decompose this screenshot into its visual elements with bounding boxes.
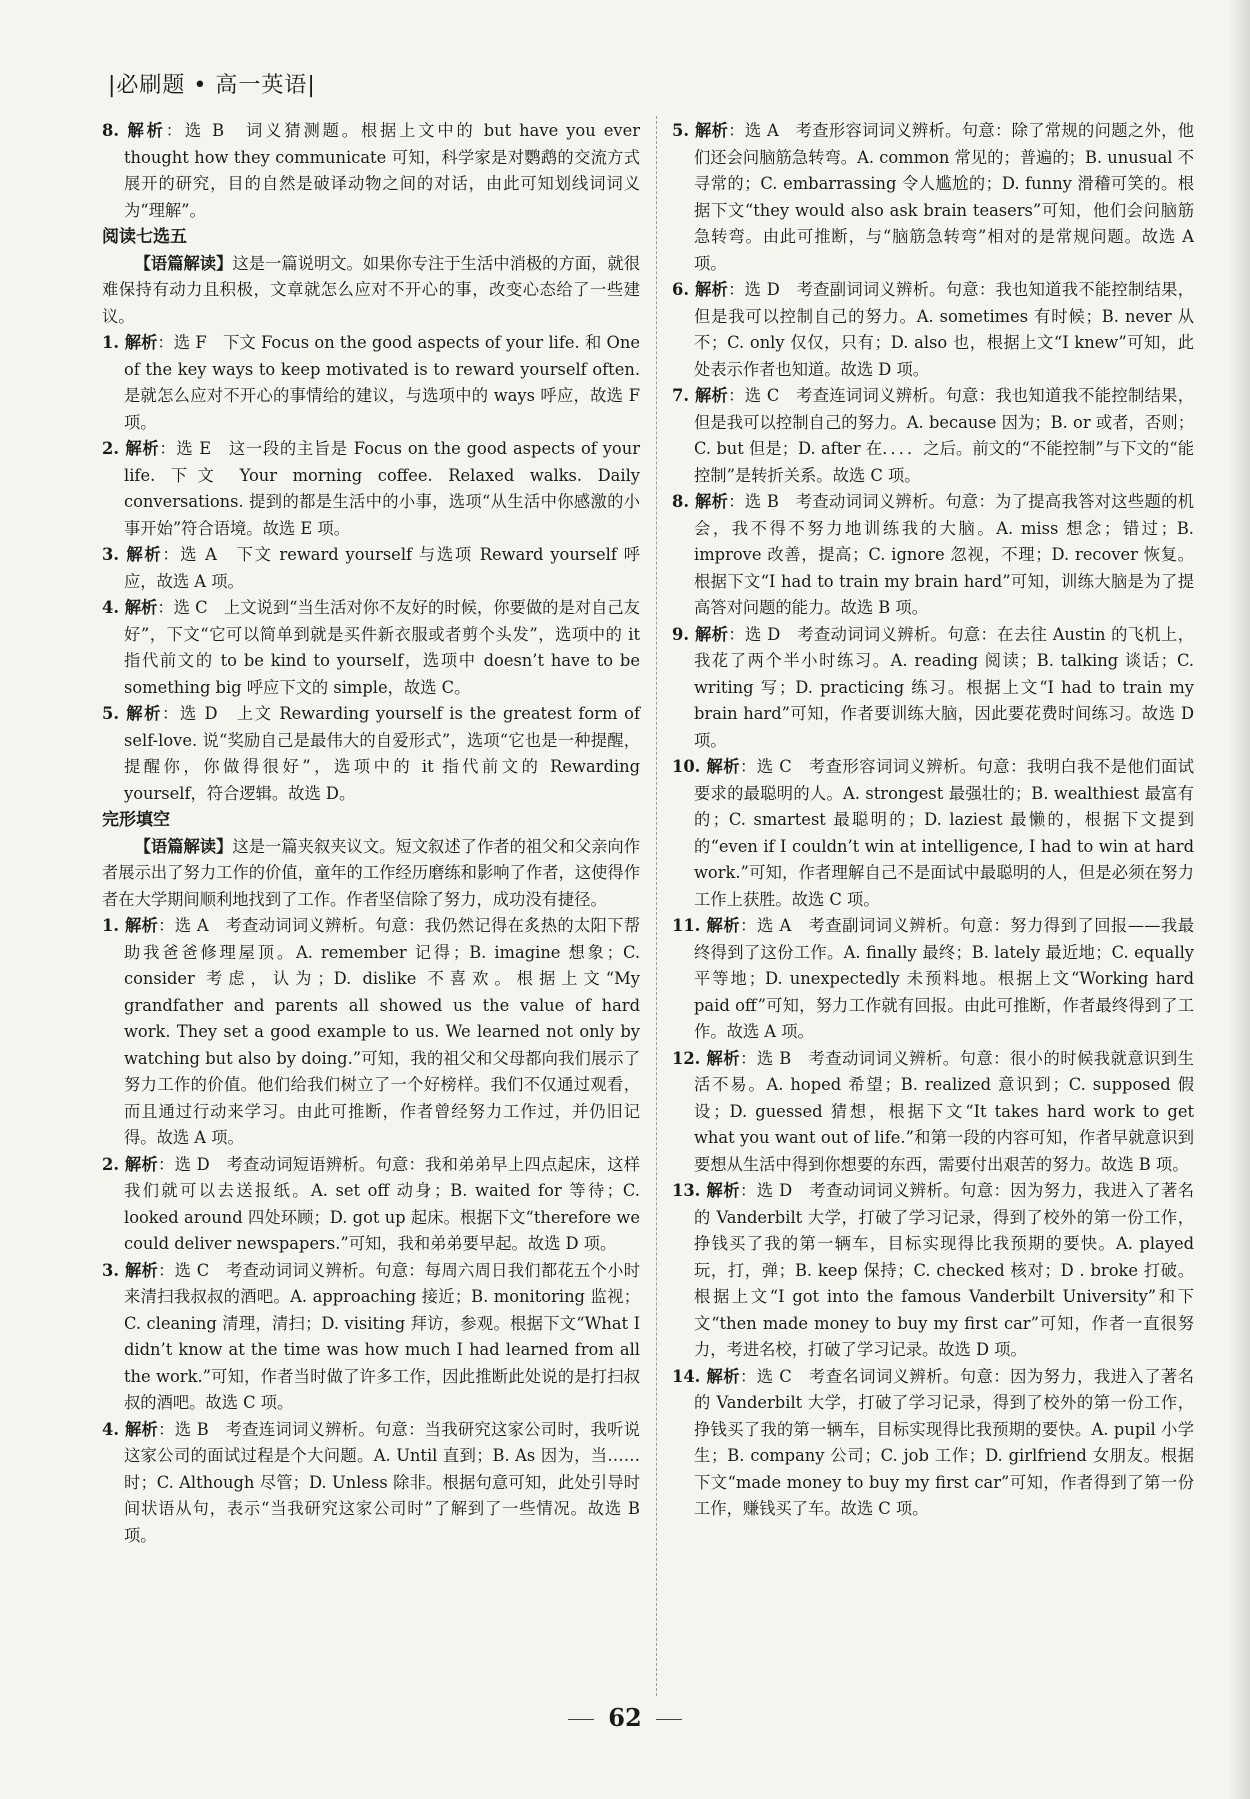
section-heading-reading: 阅读七选五 — [102, 227, 187, 247]
answer-label: 5. 解析 — [102, 704, 162, 723]
answer-text: ：选 C 考查名词词义辨析。句意：因为努力，我进入了著名的 Vanderbilt 大学，打破了学习记录，得到了校外的第一份工作，挣钱买了我的第一辆车，目标实现得比我预期的要快。A. pupil 小学生；B. company 公司；C. job 工作；D. girlfriend 女朋友。根据下文“made money to buy my first car”可知，作者得到了第一份工作，赚钱买了车。故选 C 项。 — [694, 1366, 1194, 1518]
column-divider — [656, 116, 657, 1696]
answer-item — [672, 277, 1194, 383]
answer-text: ：选 B 考查连词词义辨析。句意：当我研究这家公司时，我听说这家公司的面试过程是个大问题。A. Until 直到；B. As 因为，当……时；C. Although 尽管；D. Unless 除非。根据句意可知，此处引导时间状语从句，表示“当我研究这家公司时”了解到了一些情况。故选 B 项。 — [124, 1419, 640, 1545]
answer-item — [102, 118, 640, 224]
summary-text: 这是一篇夹叙夹议文。短文叙述了作者的祖父和父亲向作者展示出了努力工作的价值，童年的工作经历磨练和影响了作者，这使得作者在大学期间顺利地找到了工作。作者坚信除了努力，成功没有捷径。 — [102, 836, 640, 909]
right-column — [672, 118, 1194, 1523]
answer-label: 2. 解析 — [102, 439, 160, 458]
answer-text: ：选 D 上文 Rewarding yourself is the greatest form of self-love. 说“奖励自己是最伟大的自爱形式”，选项“它也是一种提醒，提醒你，你做得很好”，选项中的 it 指代前文的 Rewarding yourself，符合逻辑。故选 D。 — [124, 704, 640, 803]
left-top-items — [102, 118, 640, 224]
summary-tag: 【语篇解读】 — [134, 253, 233, 273]
answer-text: ：选 A 考查形容词词义辨析。句意：除了常规的问题之外，他们还会问脑筋急转弯。A. common 常见的；普遍的；B. unusual 不寻常的；C. embarrassing 令人尴尬的；D. funny 滑稽可笑的。根据下文“they would also ask brain teasers”可知，他们会问脑筋急转弯。由此可推断，与“脑筋急转弯”相对的是常规问题。故选 A 项。 — [694, 121, 1194, 273]
answer-text: ：选 A 下文 reward yourself 与选项 Reward yourself 呼应，故选 A 项。 — [124, 545, 640, 591]
page-footer — [0, 1703, 1250, 1732]
answer-text: ：选 F 下文 Focus on the good aspects of your life. 和 One of the key ways to keep motivated is to reward yourself often. 是就怎么应对不开心的事情给的建议，与选项中的 ways 呼应，故选 F 项。 — [124, 333, 640, 432]
answer-item — [102, 595, 640, 701]
cloze-answers-right — [672, 118, 1194, 1523]
cloze-answers-left — [102, 913, 640, 1549]
answer-text: ：选 C 考查连词词义辨析。句意：我也知道我不能控制结果，但是我可以控制自己的努力。A. because 因为；B. or 或者，否则；C. but 但是；D. after 在．．．．之后。前文的“不能控制”与下文的“能控制”是转折关系。故选 C 项。 — [694, 386, 1194, 485]
answer-label: 5. 解析 — [672, 121, 729, 140]
summary-tag: 【语篇解读】 — [134, 836, 233, 856]
answer-item — [102, 1258, 640, 1417]
answer-label: 8. 解析 — [672, 492, 729, 511]
answer-text: ：选 A 考查副词词义辨析。句意：努力得到了回报——我最终得到了这份工作。A. finally 最终；B. lately 最近地；C. equally 平等地；D. unexpectedly 未预料地。根据上文“Working hard paid off”可知，努力工作就有回报。由此可推断，作者最终得到了工作。故选 A 项。 — [694, 916, 1195, 1041]
answer-item — [102, 1152, 640, 1258]
answer-item — [102, 1417, 640, 1550]
answer-label: 11. 解析 — [672, 916, 741, 935]
answer-item — [672, 383, 1194, 489]
answer-label: 6. 解析 — [672, 280, 729, 299]
answer-label: 1. 解析 — [102, 916, 159, 935]
answer-item — [102, 913, 640, 1152]
answer-item — [102, 436, 640, 542]
answer-label: 7. 解析 — [672, 386, 729, 405]
left-column — [102, 118, 640, 1549]
answer-item — [672, 1046, 1194, 1179]
answer-label: 8. 解析 — [102, 121, 166, 140]
answer-item — [102, 542, 640, 595]
answer-label: 4. 解析 — [102, 598, 158, 617]
answer-item — [672, 1364, 1194, 1523]
answer-text: ：选 C 上文说到“当生活对你不友好的时候，你要做的是对自己友好”，下文“它可以简单到就是买件新衣服或者剪个头发”，选项中的 it 指代前文的 to be kind to yourself，选项中 doesn’t have to be something big 呼应下文的 simple，故选 C。 — [124, 598, 640, 697]
answer-label: 2. 解析 — [102, 1154, 159, 1174]
answer-text: ：选 A 考查动词词义辨析。句意：我仍然记得在炙热的太阳下帮助我爸爸修理屋顶。A. remember 记得；B. imagine 想象；C. consider 考虑，认为；D. dislike 不喜欢。根据上文“My grandfather and parents all showed us the value of hard work. They set a good example to us. We learned not only by watching but also by doing.”可知，我的祖父和父母都向我们展示了努力工作的价值。他们给我们树立了一个好榜样。我们不仅通过观看，而且通过行动来学习。由此可推断，作者曾经努力工作过，并仍旧记得。故选 A 项。 — [124, 916, 641, 1147]
passage-summary-cloze — [102, 834, 640, 914]
answer-label: 12. 解析 — [672, 1048, 741, 1068]
answer-item — [672, 913, 1194, 1046]
footer-dash-right — [656, 1719, 682, 1720]
summary-text: 这是一篇说明文。如果你专注于生活中消极的方面，就很难保持有动力且积极，文章就怎么应对不开心的事，改变心态给了一些建议。 — [102, 253, 640, 326]
answer-text: ：选 D 考查动词词义辨析。句意：在去往 Austin 的飞机上，我花了两个半小时练习。A. reading 阅读；B. talking 谈话；C. writing 写；D. practicing 练习。根据上文“I had to train my brain hard”可知，作者要训练大脑，因此要花费时间练习。故选 D 项。 — [694, 624, 1194, 750]
footer-dash-left — [568, 1719, 594, 1720]
passage-summary-reading — [102, 251, 640, 331]
answer-text: ：选 D 考查动词词义辨析。句意：因为努力，我进入了著名的 Vanderbilt 大学，打破了学习记录，得到了校外的第一份工作，挣钱买了我的第一辆车，目标实现得比我预期的要快。A. played 玩，打，弹；B. keep 保持；C. checked 核对；D . broke 打破。根据上文“I got into the famous Vanderbilt University”和下文“then made money to buy my first car”可知，作者一直很努力，考进名校，打破了学习记录。故选 D 项。 — [694, 1181, 1194, 1359]
answer-item — [672, 754, 1194, 913]
answer-item — [672, 489, 1194, 622]
answer-item — [672, 118, 1194, 277]
answer-label: 4. 解析 — [102, 1419, 159, 1439]
answer-label: 3. 解析 — [102, 545, 163, 564]
answer-label: 3. 解析 — [102, 1260, 159, 1280]
page-edge-shadow — [1228, 0, 1250, 1799]
answer-text: ：选 D 考查动词短语辨析。句意：我和弟弟早上四点起床，这样我们就可以去送报纸。A. set off 动身；B. waited for 等待；C. looked around 四处环顾；D. got up 起床。根据下文“therefore we could deliver newspapers.”可知，我和弟弟要早起。故选 D 项。 — [124, 1154, 640, 1253]
answer-item — [672, 1178, 1194, 1364]
answer-text: ：选 B 词义猜测题。根据上文中的 but have you ever thought how they communicate 可知，科学家是对鹦鹉的交流方式展开的研究，目的自然是破译动物之间的对话，由此可知划线词词义为“理解”。 — [124, 121, 640, 220]
answer-label: 13. 解析 — [672, 1181, 740, 1200]
answer-label: 10. 解析 — [672, 757, 741, 776]
answer-item — [102, 330, 640, 436]
answer-item — [102, 701, 640, 807]
answer-text: ：选 C 考查形容词词义辨析。句意：我明白我不是他们面试要求的最聪明的人。A. strongest 最强壮的；B. wealthiest 最富有的；C. smartest 最聪明的；D. laziest 最懒的，根据下文提到的“even if I couldn’t win at intelligence, I had to win at hard work.”可知，作者理解自己不是面试中最聪明的人，但是必须在努力工作上获胜。故选 C 项。 — [694, 757, 1194, 909]
answer-label: 14. 解析 — [672, 1366, 741, 1386]
answer-item — [672, 622, 1194, 755]
answer-text: ：选 B 考查动词词义辨析。句意：很小的时候我就意识到生活不易。A. hoped 希望；B. realized 意识到；C. supposed 假设；D. guessed 猜想，根据下文“It takes hard work to get what you want out of life.”和第一段的内容可知，作者早就意识到要想从生活中得到你想要的东西，需要付出艰苦的努力。故选 B 项。 — [694, 1048, 1194, 1174]
answer-label: 9. 解析 — [672, 624, 729, 644]
answer-text: ：选 C 考查动词词义辨析。句意：每周六周日我们都花五个小时来清扫我叔叔的酒吧。A. approaching 接近；B. monitoring 监视；C. cleaning 清理，清扫；D. visiting 拜访，参观。根据下文“What I didn’t know at the time was how much I had learned from all the work.”可知，作者当时做了许多工作，因此推断此处说的是打扫叔叔的酒吧。故选 C 项。 — [124, 1260, 641, 1412]
answer-text: ：选 B 考查动词词义辨析。句意：为了提高我答对这些题的机会，我不得不努力地训练我的大脑。A. miss 想念；错过；B. improve 改善，提高；C. ignore 忽视，不理；D. recover 恢复。根据下文“I had to train my brain hard”可知，训练大脑是为了提高答对问题的能力。故选 B 项。 — [694, 492, 1194, 617]
answer-text: ：选 D 考查副词词义辨析。句意：我也知道我不能控制结果，但是我可以控制自己的努力。A. sometimes 有时候；B. never 从不；C. only 仅仅，只有；D. also 也，根据上文“I knew”可知，此处表示作者也知道。故选 D 项。 — [694, 280, 1194, 379]
answer-text: ：选 E 这一段的主旨是 Focus on the good aspects of your life. 下文 Your morning coffee. Relaxed walks. Daily conversations. 提到的都是生活中的小事，选项“从生活中你感激的小事开始”符合语境。故选 E 项。 — [124, 439, 640, 538]
running-header: |必刷题 • 高一英语| — [108, 73, 316, 98]
page-number: 62 — [608, 1703, 642, 1732]
section-heading-cloze: 完形填空 — [102, 810, 170, 830]
answer-label: 1. 解析 — [102, 333, 158, 352]
reading-answers — [102, 330, 640, 807]
